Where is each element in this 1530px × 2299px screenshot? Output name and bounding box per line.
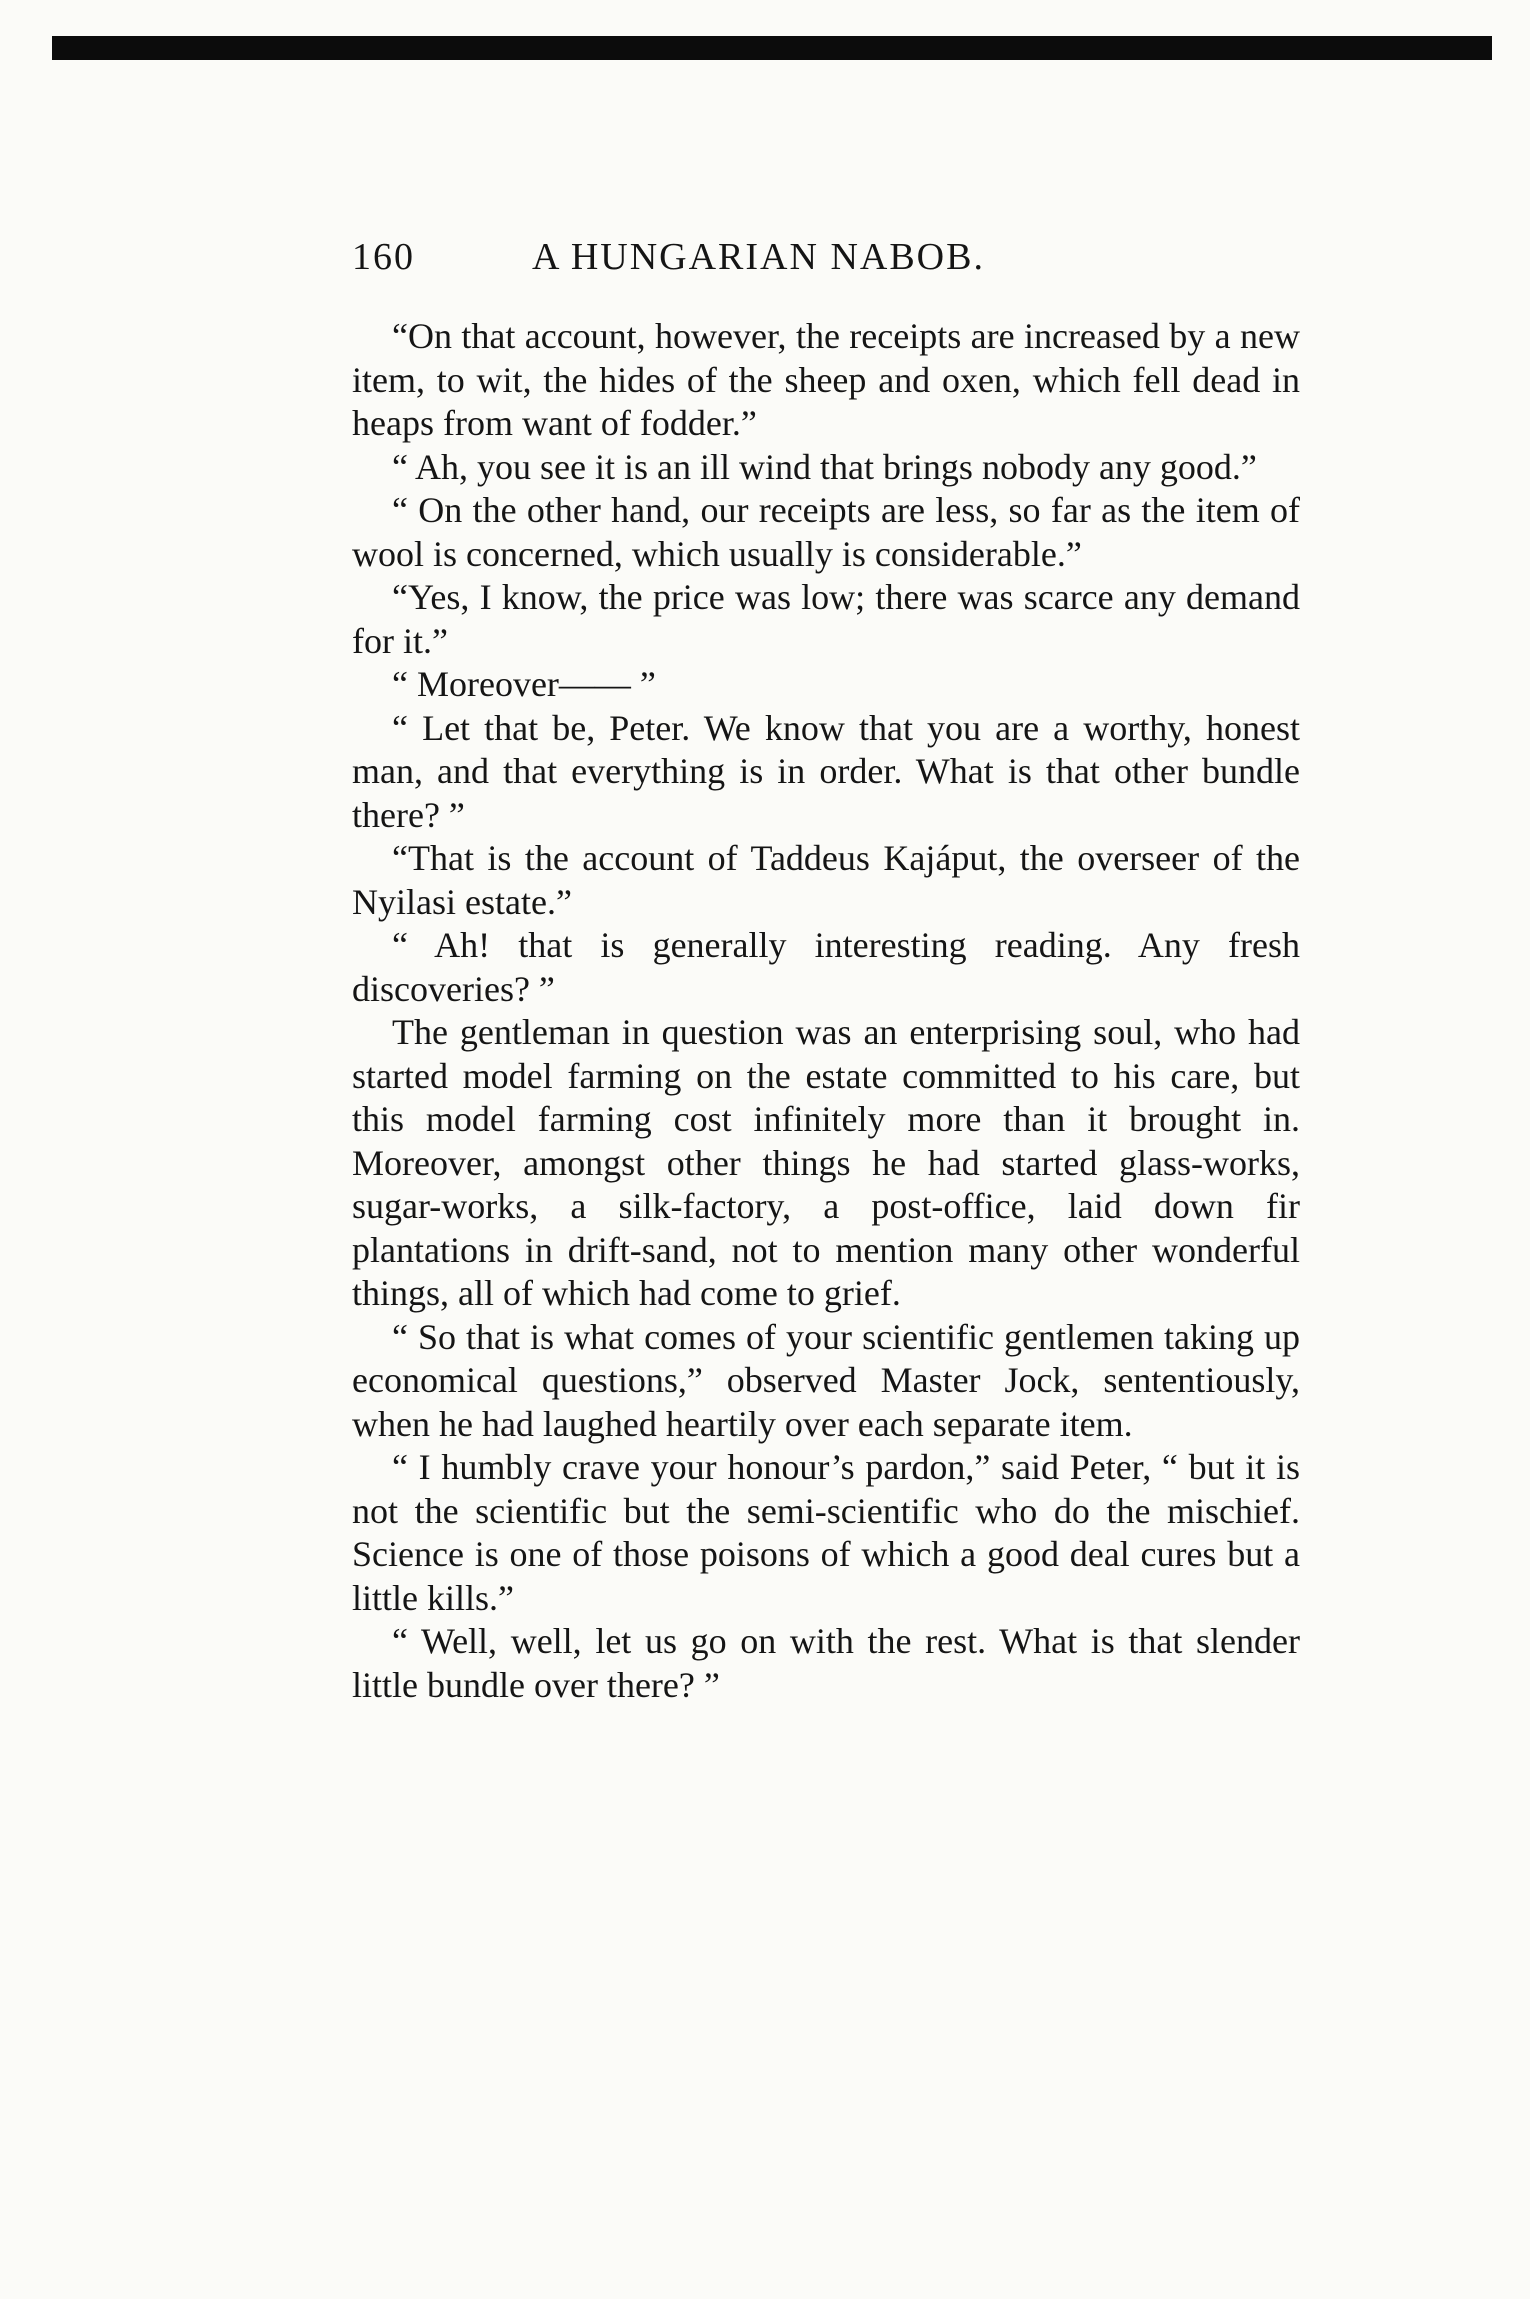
paragraph: “ Well, well, let us go on with the rest. What is that slender little bundle over there? ” bbox=[352, 1621, 1300, 1705]
paragraph: The gentleman in question was an enterprising soul, who had started model farming on the estate committed to his care, but this model farming cost infinitely more than it brought in. Moreover, amongst other things he had started glass-works, sugar-works, a silk-factory, a post-office, laid down fir plantations in drift-sand, not to mention many other wonderful things, all of which had come to grief. bbox=[352, 1012, 1300, 1313]
paragraph: “ Ah! that is generally interesting reading. Any fresh discoveries? ” bbox=[352, 925, 1300, 1009]
paragraph: “ Ah, you see it is an ill wind that brings nobody any good.” bbox=[392, 446, 1257, 487]
paragraph: “ So that is what comes of your scientific gentlemen taking up economical questions,” observed Master Jock, sententiously, when he had laughed heartily over each separate item. bbox=[352, 1316, 1300, 1444]
paragraph: “ On the other hand, our receipts are less, so far as the item of wool is concerned, which usually is considerable.” bbox=[352, 490, 1300, 574]
paragraph: “Yes, I know, the price was low; there was scarce any demand for it.” bbox=[352, 577, 1300, 661]
paragraph: “ Moreover—— ” bbox=[392, 664, 656, 704]
paragraph: “On that account, however, the receipts are increased by a new item, to wit, the hides of the sheep and oxen, which fell dead in heaps from want of fodder.” bbox=[352, 316, 1300, 443]
body-text bbox=[352, 315, 1300, 1707]
paragraph: “ I humbly crave your honour’s pardon,” said Peter, “ but it is not the scientific but the semi-scientific who do the mischief. Science is one of those poisons of which a good deal cures but a little kills.” bbox=[352, 1447, 1300, 1618]
top-rule bbox=[52, 36, 1492, 60]
paragraph: “ Let that be, Peter. We know that you are a worthy, honest man, and that everything is in order. What is that other bundle there? ” bbox=[352, 707, 1300, 835]
running-head bbox=[352, 232, 1112, 282]
running-title: A HUNGARIAN NABOB. bbox=[532, 236, 985, 278]
page-number: 160 bbox=[352, 236, 415, 278]
paragraph: “That is the account of Taddeus Kajáput, the overseer of the Nyilasi estate.” bbox=[352, 838, 1300, 922]
